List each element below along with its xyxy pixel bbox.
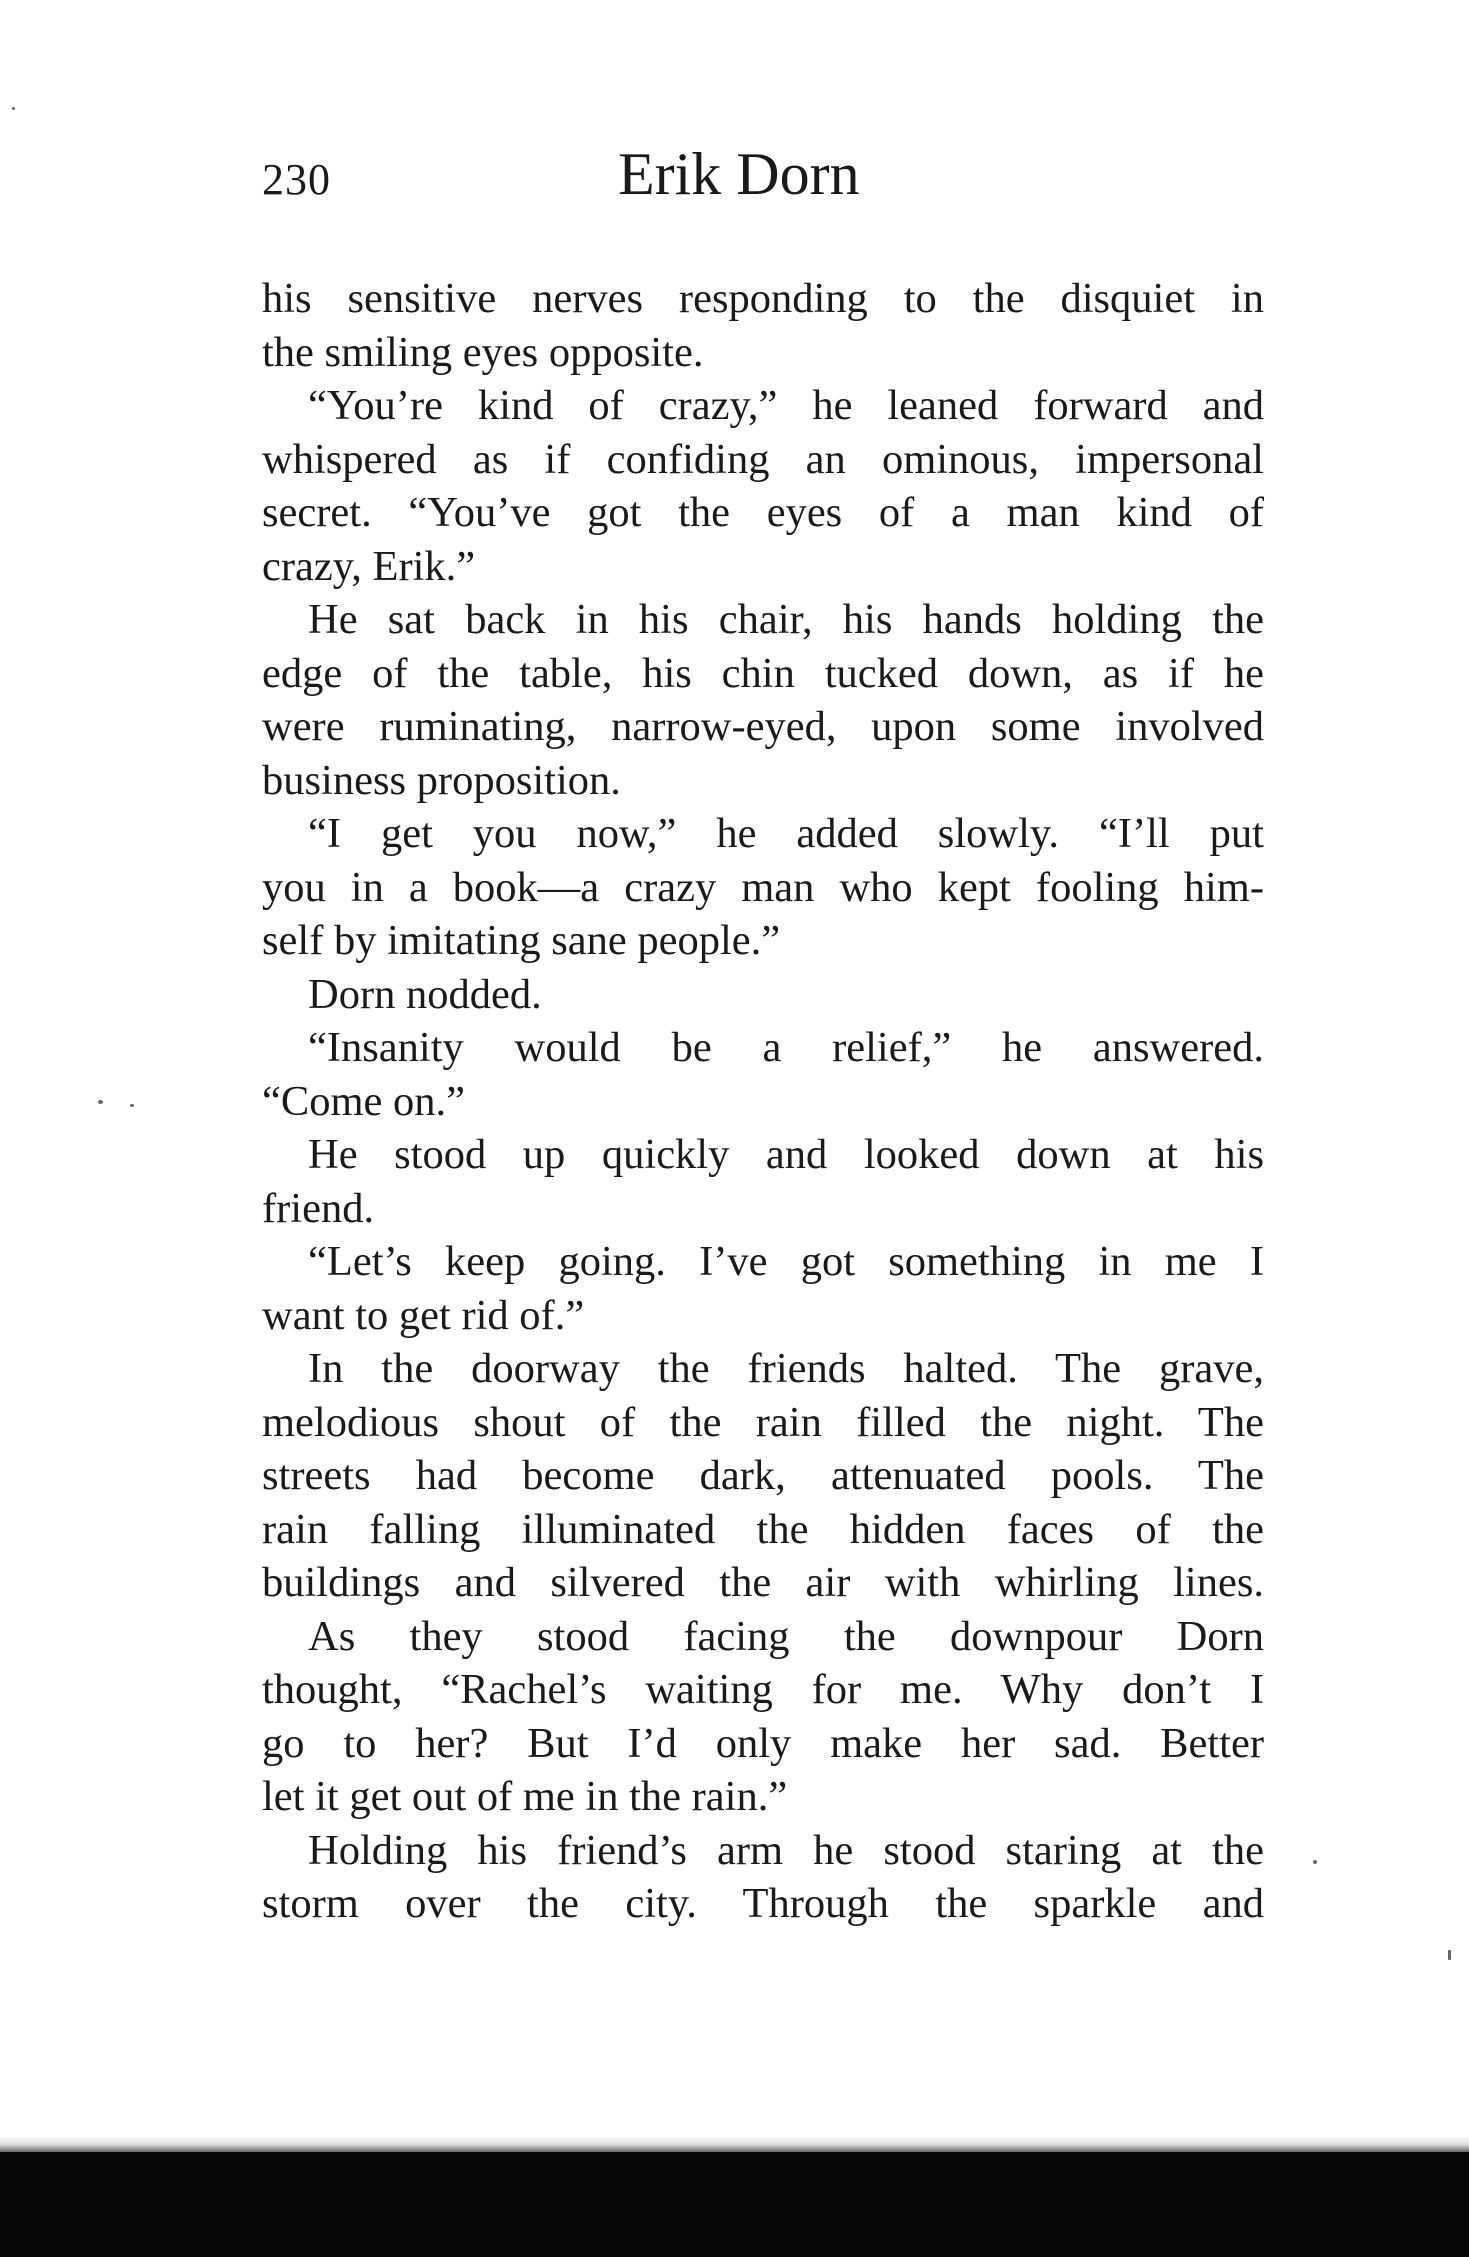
text-line: “I get you now,” he added slowly. “I’ll put <box>308 810 1264 857</box>
text-line: melodious shout of the rain filled the night. The <box>262 1398 1264 1446</box>
scan-shadow <box>0 2152 1469 2257</box>
text-line: business proposition. <box>262 756 621 804</box>
text-line: “Insanity would be a relief,” he answered. <box>308 1024 1264 1071</box>
text-line: In the doorway the friends halted. The grave, <box>308 1345 1264 1392</box>
scan-speck <box>12 107 15 110</box>
text-line: rain falling illuminated the hidden faces of the <box>262 1505 1264 1553</box>
text-line: buildings and silvered the air with whirling lines. <box>262 1559 1264 1606</box>
text-line: were ruminating, narrow-eyed, upon some involved <box>262 703 1264 750</box>
text-line: He stood up quickly and looked down at his <box>308 1131 1264 1178</box>
text-line: thought, “Rachel’s waiting for me. Why don’t I <box>262 1666 1264 1713</box>
text-line: edge of the table, his chin tucked down, as if he <box>262 649 1264 697</box>
text-line: the smiling eyes opposite. <box>262 328 704 376</box>
text-line: “Let’s keep going. I’ve got something in me I <box>308 1238 1264 1285</box>
text-line: go to her? But I’d only make her sad. Better <box>262 1719 1264 1767</box>
running-title: Erik Dorn <box>618 141 860 207</box>
text-line: streets had become dark, attenuated pools. The <box>262 1452 1264 1499</box>
text-line: As they stood facing the downpour Dorn <box>308 1612 1264 1660</box>
page-number: 230 <box>262 155 331 204</box>
text-line: whispered as if confiding an ominous, impersonal <box>262 435 1264 483</box>
text-line: storm over the city. Through the sparkle and <box>262 1880 1264 1927</box>
text-line: secret. “You’ve got the eyes of a man kind of <box>262 489 1264 536</box>
text-line: Holding his friend’s arm he stood staring at the <box>308 1826 1264 1874</box>
scan-speck <box>98 1100 103 1104</box>
text-line: let it get out of me in the rain.” <box>262 1773 788 1820</box>
text-line: his sensitive nerves responding to the disquiet in <box>262 275 1264 322</box>
page-header <box>262 140 1262 220</box>
text-line: He sat back in his chair, his hands holding the <box>308 596 1264 643</box>
text-line: Dorn nodded. <box>308 970 542 1018</box>
text-line: crazy, Erik.” <box>262 542 476 590</box>
text-line: friend. <box>262 1184 375 1232</box>
scan-speck <box>1313 1860 1317 1864</box>
scan-speck <box>1448 1950 1451 1960</box>
text-line: you in a book—a crazy man who kept fooling him- <box>262 863 1264 911</box>
body-text <box>262 272 1264 1931</box>
scan-speck <box>130 1104 134 1107</box>
text-line: “You’re kind of crazy,” he leaned forward and <box>308 382 1264 429</box>
text-line: “Come on.” <box>262 1077 465 1125</box>
text-line: self by imitating sane people.” <box>262 917 781 964</box>
text-line: want to get rid of.” <box>262 1291 585 1339</box>
